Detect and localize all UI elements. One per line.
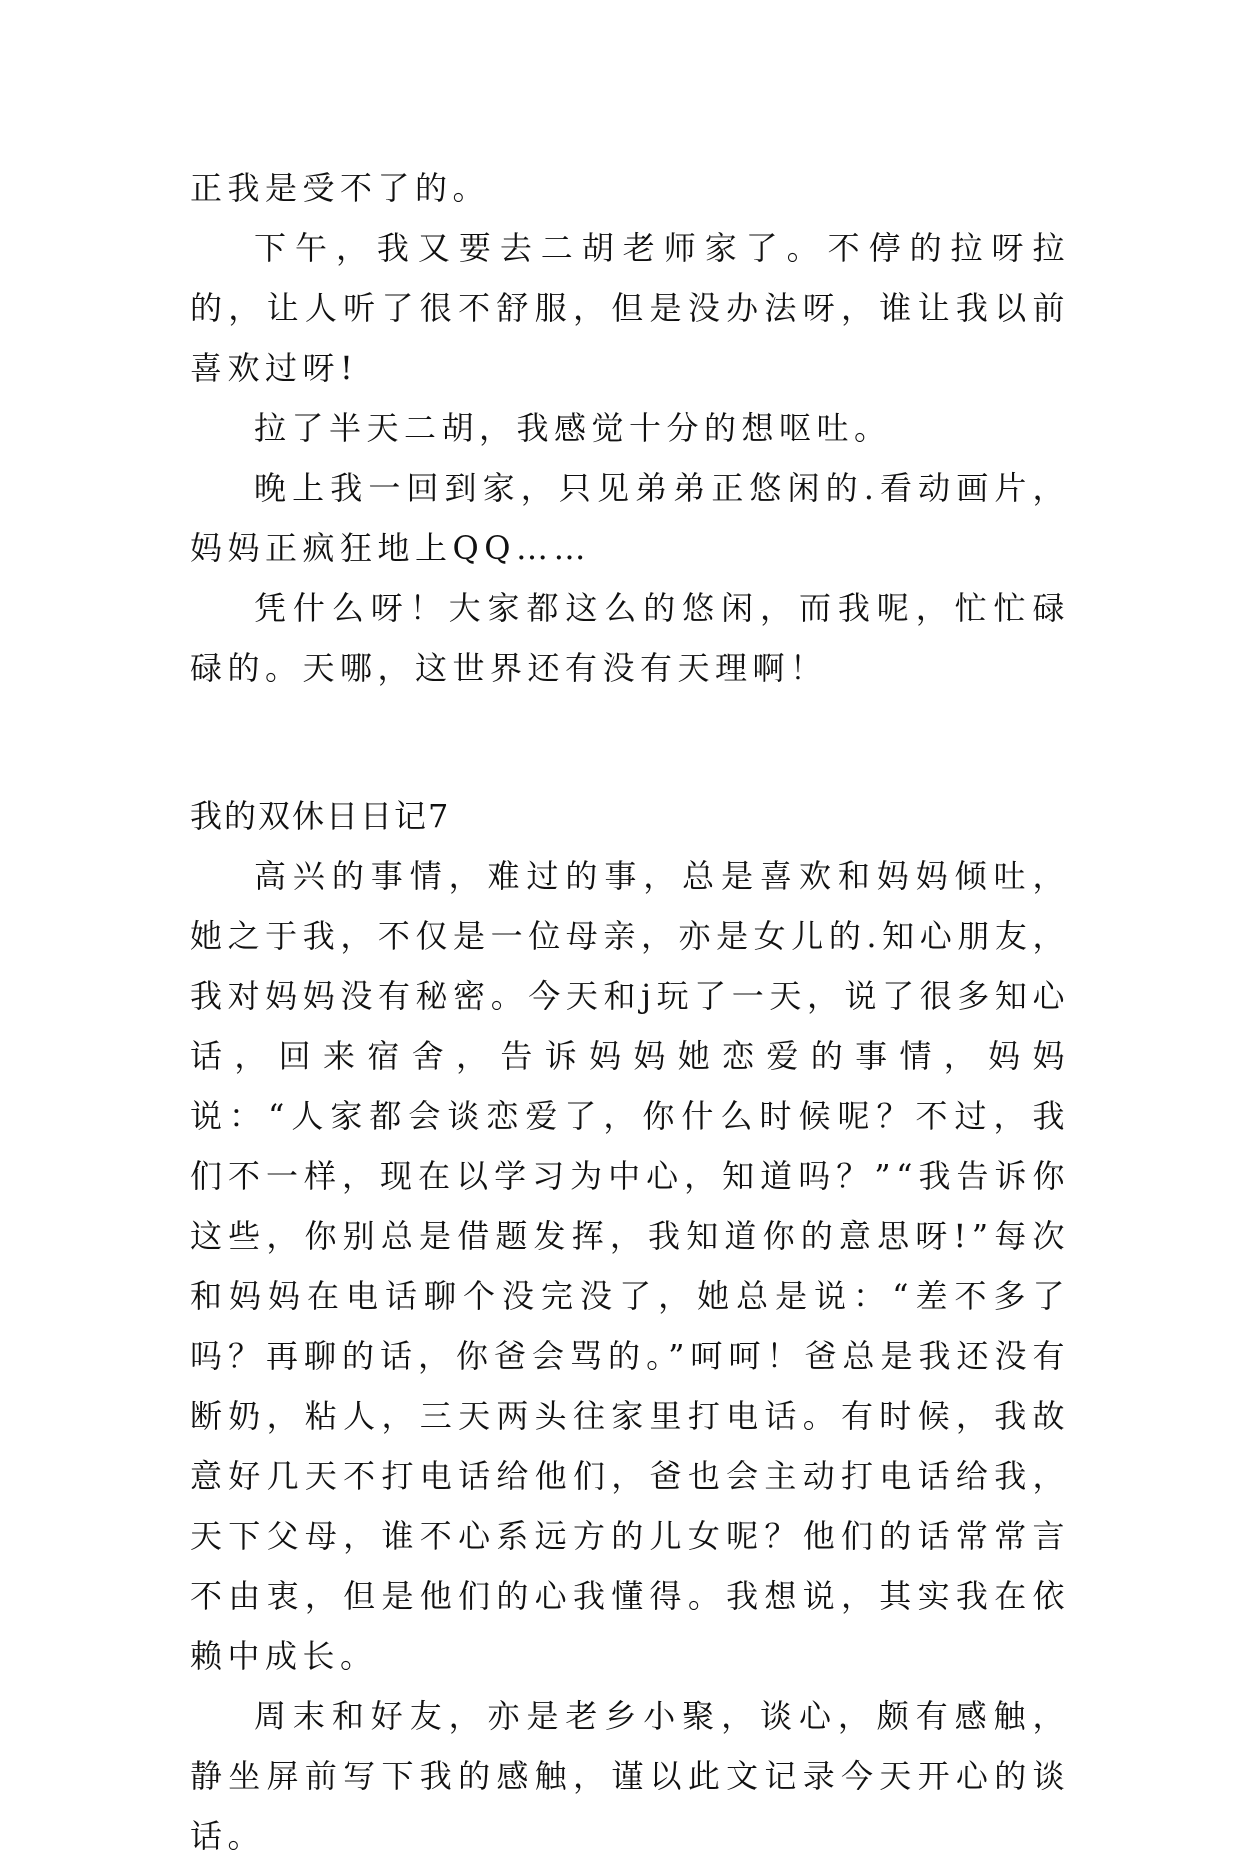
section-title: 我的双休日日记7 — [190, 797, 451, 835]
paragraph-nausea: 拉了半天二胡，我感觉十分的想呕吐。 — [254, 409, 892, 447]
continued-paragraph: 正我是受不了的。 — [190, 169, 491, 207]
paragraph-afternoon-erhu: 下午，我又要去二胡老师家了。不停的拉呀拉的，让人听了很不舒服，但是没办法呀，谁让我以前喜欢过呀! — [190, 229, 1070, 387]
document-page — [190, 158, 1070, 1866]
paragraph-evening-home: 晚上我一回到家，只见弟弟正悠闲的.看动画片，妈妈正疯狂地上QQ…… — [190, 469, 1070, 567]
paragraph-mother-talk: 高兴的事情，难过的事，总是喜欢和妈妈倾吐，她之于我，不仅是一位母亲，亦是女儿的.知心朋友，我对妈妈没有秘密。今天和j玩了一天，说了很多知心话，回来宿舍，告诉妈妈她恋爱的事情，妈妈说：“人家都会谈恋爱了，你什么时候呢？不过，我们不一样，现在以学习为中心，知道吗？”“我告诉你这些，你别总是借题发挥，我知道你的意思呀!”每次和妈妈在电话聊个没完没了，她总是说：“差不多了吗？再聊的话，你爸会骂的。”呵呵！爸总是我还没有断奶，粘人，三天两头往家里打电话。有时候，我故意好几天不打电话给他们，爸也会主动打电话给我，天下父母，谁不心系远方的儿女呢？他们的话常常言不由衷，但是他们的心我懂得。我想说，其实我在依赖中成长。 — [190, 857, 1070, 1675]
paragraph-complaint: 凭什么呀！大家都这么的悠闲，而我呢，忙忙碌碌的。天哪，这世界还有没有天理啊！ — [190, 589, 1070, 687]
paragraph-weekend-friends: 周末和好友，亦是老乡小聚，谈心，颇有感触，静坐屏前写下我的感触，谨以此文记录今天开心的谈话。 — [190, 1697, 1070, 1855]
